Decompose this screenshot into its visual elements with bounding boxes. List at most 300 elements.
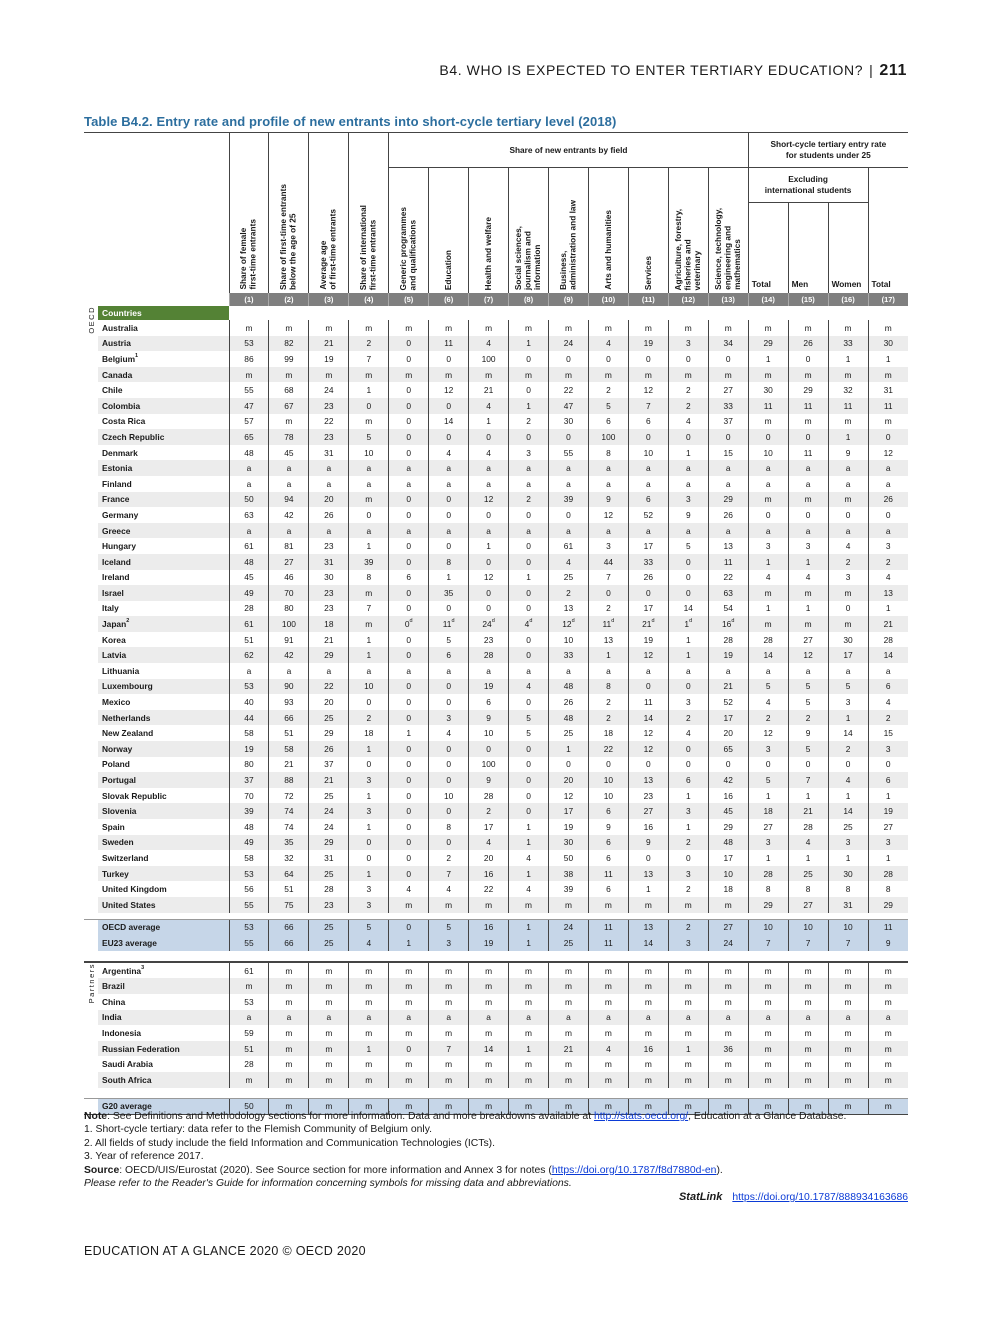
table-cell: 2 xyxy=(748,710,788,726)
table-cell: 1 xyxy=(389,935,429,951)
table-cell: 0 xyxy=(509,694,549,710)
table-cell: 10 xyxy=(748,445,788,461)
country-name: Argentina$^3$ xyxy=(98,962,229,979)
table-cell: 82 xyxy=(269,336,309,352)
table-cell: 13 xyxy=(708,538,748,554)
table-cell: m xyxy=(828,1098,868,1115)
table-cell: 1 xyxy=(668,647,708,663)
table-cell: 23 xyxy=(309,585,349,601)
table-cell: 6 xyxy=(588,881,628,897)
table-cell: m xyxy=(309,367,349,383)
table-cell: 0 xyxy=(868,507,908,523)
table-cell: 21 xyxy=(708,679,748,695)
table-row xyxy=(84,725,908,741)
table-cell: 50 xyxy=(549,850,589,866)
table-cell: 3 xyxy=(868,835,908,851)
table-cell: 28 xyxy=(748,632,788,648)
table-row xyxy=(84,788,908,804)
section-spacer xyxy=(588,306,628,320)
table-cell: 4 xyxy=(509,850,549,866)
column-header xyxy=(389,168,429,294)
section-spacer xyxy=(788,306,828,320)
table-cell: m xyxy=(628,962,668,979)
table-cell: m xyxy=(868,320,908,336)
table-cell: 19 xyxy=(708,647,748,663)
table-cell: m xyxy=(748,962,788,979)
table-row xyxy=(84,554,908,570)
table-cell: 0 xyxy=(389,429,429,445)
table-cell: a xyxy=(229,460,269,476)
table-cell: 0 xyxy=(509,601,549,617)
country-name: Slovak Republic xyxy=(102,790,167,801)
table-cell: a xyxy=(309,460,349,476)
table-row xyxy=(84,351,908,367)
table-cell: m xyxy=(708,367,748,383)
table-cell: 20 xyxy=(469,850,509,866)
table-cell: m xyxy=(509,367,549,383)
table-cell: 5 xyxy=(788,694,828,710)
table-cell: 31 xyxy=(309,554,349,570)
table-cell: 1 xyxy=(868,601,908,617)
table-cell: m xyxy=(549,367,589,383)
table-row xyxy=(84,994,908,1010)
table-cell: m xyxy=(828,1041,868,1057)
table-cell: a xyxy=(788,476,828,492)
table-cell: 0 xyxy=(628,850,668,866)
table-row xyxy=(84,819,908,835)
table-row xyxy=(84,445,908,461)
table-cell: 28 xyxy=(748,866,788,882)
column-header-label: Share of first-time entrants below the age of 25 xyxy=(278,183,298,290)
table-cell: m xyxy=(668,1098,708,1115)
table-cell: 0 xyxy=(389,694,429,710)
table-cell: a xyxy=(668,460,708,476)
table-cell: 37 xyxy=(708,414,748,430)
table-cell: 64 xyxy=(269,866,309,882)
table-cell: 33 xyxy=(628,554,668,570)
table-cell: 12$^d$ xyxy=(549,616,589,632)
table-cell: m xyxy=(868,1056,908,1072)
table-cell: 0 xyxy=(668,741,708,757)
table-cell: m xyxy=(748,320,788,336)
column-number: (15) xyxy=(788,293,828,306)
table-cell: 26 xyxy=(549,694,589,710)
section-spacer xyxy=(708,306,748,320)
table-cell: 14 xyxy=(868,647,908,663)
table-cell: 11 xyxy=(868,398,908,414)
table-cell: 58 xyxy=(269,741,309,757)
table-cell: 0 xyxy=(509,554,549,570)
column-header-label: Social sciences, journalism and information xyxy=(513,225,543,290)
table-cell: m xyxy=(628,1056,668,1072)
table-row xyxy=(84,1025,908,1041)
table-cell: m xyxy=(269,367,309,383)
table-cell: 11$^d$ xyxy=(429,616,469,632)
table-cell: 29 xyxy=(788,382,828,398)
table-cell: 91 xyxy=(269,632,309,648)
column-header-label: Agriculture, forestry, fisheries and veterinary xyxy=(673,208,703,290)
table-cell: a xyxy=(748,476,788,492)
country-name: Italy xyxy=(102,603,119,614)
table-cell: a xyxy=(828,523,868,539)
column-number: (14) xyxy=(748,293,788,306)
table-cell: 50 xyxy=(229,1098,269,1115)
table-cell: 16$^d$ xyxy=(708,616,748,632)
table-cell: a xyxy=(788,460,828,476)
table-cell: 5 xyxy=(748,679,788,695)
table-cell: 31 xyxy=(828,897,868,913)
table-cell: a xyxy=(828,1010,868,1026)
table-cell: m xyxy=(668,320,708,336)
table-cell: 23 xyxy=(309,538,349,554)
section-spacer xyxy=(429,306,469,320)
table-cell: a xyxy=(309,476,349,492)
table-cell: 3 xyxy=(748,741,788,757)
table-cell: 30 xyxy=(868,336,908,352)
source-text-a: : OECD/UIS/Eurostat (2020). See Source section for more information and Annex 3 for notes ( xyxy=(119,1164,552,1176)
table-cell: 0 xyxy=(509,382,549,398)
table-row xyxy=(84,962,908,979)
table-cell: 1 xyxy=(509,866,549,882)
table-cell: 99 xyxy=(269,351,309,367)
table-cell: 23 xyxy=(628,788,668,804)
table-cell: m xyxy=(349,1025,389,1041)
table-cell: 17 xyxy=(469,819,509,835)
table-cell: 11 xyxy=(708,554,748,570)
table-cell: 0 xyxy=(389,679,429,695)
table-cell: m xyxy=(588,994,628,1010)
note-text-b: , Education at a Glance Database. xyxy=(688,1111,847,1122)
table-cell: 16 xyxy=(628,819,668,835)
table-cell: 66 xyxy=(269,710,309,726)
table-cell: m xyxy=(349,1072,389,1088)
table-cell: 1 xyxy=(349,538,389,554)
table-row xyxy=(84,398,908,414)
table-cell: 24 xyxy=(309,803,349,819)
table-cell: a xyxy=(828,663,868,679)
table-cell: m xyxy=(509,978,549,994)
table-cell: m xyxy=(708,1098,748,1115)
table-cell: 1 xyxy=(868,788,908,804)
table-cell: 0 xyxy=(429,757,469,773)
table-cell: 2 xyxy=(588,694,628,710)
table-cell: a xyxy=(469,460,509,476)
table-cell: 2 xyxy=(828,741,868,757)
country-name: Turkey xyxy=(98,866,229,882)
table-cell: 86 xyxy=(229,351,269,367)
country-name: EU23 average xyxy=(98,935,229,951)
table-cell: 4 xyxy=(469,398,509,414)
table-cell: 1 xyxy=(828,429,868,445)
table-cell: 24 xyxy=(708,935,748,951)
table-cell: m xyxy=(668,994,708,1010)
table-cell: 6 xyxy=(588,803,628,819)
table-cell: 5 xyxy=(429,919,469,935)
table-cell: a xyxy=(429,663,469,679)
section-spacer xyxy=(868,306,908,320)
table-cell: 49 xyxy=(229,585,269,601)
table-cell: 3 xyxy=(828,835,868,851)
table-cell: 10 xyxy=(788,919,828,935)
statlink-url[interactable]: https://doi.org/10.1787/888934163686 xyxy=(732,1192,908,1203)
table-cell: a xyxy=(509,460,549,476)
footnote-marker: d xyxy=(529,618,533,625)
table-cell: m xyxy=(868,1072,908,1088)
table-cell: 22 xyxy=(588,741,628,757)
table-cell: m xyxy=(628,1072,668,1088)
table-cell: 29 xyxy=(708,819,748,835)
table-cell: m xyxy=(588,962,628,979)
table-cell: m xyxy=(229,320,269,336)
partners-side-text: Partners xyxy=(86,962,96,1004)
table-cell: 0 xyxy=(509,772,549,788)
table-cell: 0 xyxy=(389,398,429,414)
table-cell: 4 xyxy=(429,725,469,741)
table-cell: 21 xyxy=(309,632,349,648)
table-cell: 0 xyxy=(588,585,628,601)
section-spacer xyxy=(269,306,309,320)
table-cell: m xyxy=(269,414,309,430)
table-cell: 0 xyxy=(389,919,429,935)
table-cell: 0 xyxy=(469,554,509,570)
column-header xyxy=(628,168,668,294)
table-cell: 1 xyxy=(868,351,908,367)
table-cell: 31 xyxy=(309,445,349,461)
table-cell: 14 xyxy=(469,1041,509,1057)
table-cell: m xyxy=(588,1098,628,1115)
table-cell: m xyxy=(549,962,589,979)
table-cell: m xyxy=(748,1056,788,1072)
table-cell: 5 xyxy=(668,538,708,554)
table-row xyxy=(84,585,908,601)
table-cell: 0 xyxy=(509,538,549,554)
table-cell: 0 xyxy=(389,507,429,523)
table-cell: a xyxy=(309,663,349,679)
source-doi-link[interactable]: https://doi.org/10.1787/f8d7880d-en xyxy=(551,1164,717,1176)
table-cell: m xyxy=(309,994,349,1010)
table-cell: a xyxy=(509,663,549,679)
table-cell: 0 xyxy=(389,772,429,788)
table-cell: 37 xyxy=(309,757,349,773)
table-cell: 6 xyxy=(628,414,668,430)
country-name: Belgium$^1$ xyxy=(102,352,139,364)
table-cell: 0 xyxy=(389,757,429,773)
table-cell: 1 xyxy=(349,1041,389,1057)
table-cell: 23 xyxy=(309,897,349,913)
table-cell: m xyxy=(828,492,868,508)
table-row xyxy=(84,663,908,679)
table-cell: m xyxy=(389,1056,429,1072)
table-cell: 1 xyxy=(668,819,708,835)
table-cell: m xyxy=(509,897,549,913)
table-cell: 0 xyxy=(389,1041,429,1057)
table-cell: 1 xyxy=(668,445,708,461)
table-cell: m xyxy=(349,492,389,508)
table-cell: 7 xyxy=(429,866,469,882)
table-cell: a xyxy=(708,476,748,492)
table-cell: 5 xyxy=(509,710,549,726)
country-name: Norway xyxy=(98,741,229,757)
table-cell: 17 xyxy=(628,601,668,617)
table-cell: 6 xyxy=(668,772,708,788)
table-cell: 14 xyxy=(748,647,788,663)
table-cell: 3 xyxy=(668,492,708,508)
table-cell: m xyxy=(788,320,828,336)
table-cell: 4 xyxy=(748,570,788,586)
table-cell: 0$^d$ xyxy=(389,616,429,632)
table-cell: 58 xyxy=(229,850,269,866)
table-cell: 0 xyxy=(349,507,389,523)
table-cell: 56 xyxy=(229,881,269,897)
table-cell: 18 xyxy=(588,725,628,741)
statlink xyxy=(679,1191,908,1203)
table-cell: 0 xyxy=(389,866,429,882)
table-cell: m xyxy=(748,1041,788,1057)
table-cell: m xyxy=(828,414,868,430)
column-header-label: Education xyxy=(442,249,453,290)
country-name: New Zealand xyxy=(102,728,154,739)
table-cell: m xyxy=(748,1098,788,1115)
table-cell: 8 xyxy=(429,819,469,835)
note-text-a: : See Definitions and Methodology sections for more information. Data and more breakdowns available at xyxy=(107,1111,594,1122)
table-cell: m xyxy=(748,414,788,430)
table-cell: a xyxy=(788,523,828,539)
section-spacer xyxy=(549,306,589,320)
table-cell: m xyxy=(668,962,708,979)
table-cell: 0 xyxy=(628,585,668,601)
table-cell: m xyxy=(868,1041,908,1057)
table-cell: 0 xyxy=(429,803,469,819)
table-cell: 19 xyxy=(628,632,668,648)
table-cell: a xyxy=(269,460,309,476)
table-cell: 0 xyxy=(389,445,429,461)
table-cell: m xyxy=(549,897,589,913)
table-cell: 48 xyxy=(229,554,269,570)
country-name: China xyxy=(102,996,126,1007)
table-cell: m xyxy=(788,1056,828,1072)
table-cell: 1 xyxy=(349,741,389,757)
table-cell: a xyxy=(868,523,908,539)
table-cell: 12 xyxy=(628,647,668,663)
stats-link[interactable]: http://stats.oecd.org/ xyxy=(594,1111,689,1122)
table-cell: m xyxy=(788,994,828,1010)
footnote-marker: d xyxy=(731,618,735,625)
table-cell: 11$^d$ xyxy=(588,616,628,632)
section-spacer xyxy=(469,306,509,320)
table-cell: m xyxy=(828,962,868,979)
running-header xyxy=(84,62,907,80)
table-cell: 28 xyxy=(229,601,269,617)
table-cell: m xyxy=(868,414,908,430)
table-cell: 24$^d$ xyxy=(469,616,509,632)
section-spacer xyxy=(668,306,708,320)
table-cell: 63 xyxy=(708,585,748,601)
table-cell: a xyxy=(429,476,469,492)
table-cell: m xyxy=(668,978,708,994)
table-cell: 3 xyxy=(748,538,788,554)
table-cell: 8 xyxy=(429,554,469,570)
table-cell: 2 xyxy=(668,835,708,851)
table-cell: 2 xyxy=(469,803,509,819)
table-row xyxy=(84,601,908,617)
table-cell: 80 xyxy=(269,601,309,617)
table-cell: 28 xyxy=(868,632,908,648)
table-cell: 59 xyxy=(229,1025,269,1041)
table-cell: 0 xyxy=(389,850,429,866)
column-number: (5) xyxy=(389,293,429,306)
table-cell: 1 xyxy=(828,788,868,804)
country-name: Japan$^2$ xyxy=(98,616,229,632)
table-cell: 12 xyxy=(429,382,469,398)
table-cell: m xyxy=(588,978,628,994)
table-cell: m xyxy=(628,978,668,994)
table-cell: 88 xyxy=(269,772,309,788)
table-cell: 21 xyxy=(309,772,349,788)
table-cell: m xyxy=(269,1098,309,1115)
table-cell: 1 xyxy=(748,788,788,804)
country-name: Portugal xyxy=(98,772,229,788)
table-cell: 62 xyxy=(229,647,269,663)
table-cell: 39 xyxy=(549,492,589,508)
table-cell: 2 xyxy=(429,850,469,866)
table-cell: m xyxy=(588,367,628,383)
table-cell: 11 xyxy=(429,336,469,352)
table-cell: 23 xyxy=(309,429,349,445)
table-cell: 47 xyxy=(229,398,269,414)
table-cell: 6 xyxy=(389,570,429,586)
table-row xyxy=(84,694,908,710)
country-name: Hungary xyxy=(102,541,136,552)
table-cell: 1 xyxy=(509,819,549,835)
table-cell: 2 xyxy=(588,601,628,617)
table-cell: m xyxy=(788,1072,828,1088)
table-cell: a xyxy=(349,1010,389,1026)
table-cell: 0 xyxy=(429,601,469,617)
table-cell: 0 xyxy=(628,429,668,445)
table-row xyxy=(84,367,908,383)
table-cell: a xyxy=(229,523,269,539)
column-header-label: Business, administration and law xyxy=(557,200,578,290)
table-cell: 0 xyxy=(389,538,429,554)
footnote-3: 3. Year of reference 2017. xyxy=(84,1151,204,1163)
table-cell: 17 xyxy=(549,803,589,819)
footnote-marker: d xyxy=(409,618,413,625)
country-name: India xyxy=(98,1010,229,1026)
table-cell: 14 xyxy=(668,601,708,617)
table-cell: 31 xyxy=(309,850,349,866)
column-header xyxy=(309,133,349,294)
table-cell: 34 xyxy=(708,336,748,352)
table-cell: 26 xyxy=(628,570,668,586)
table-cell: 44 xyxy=(588,554,628,570)
table-cell: m xyxy=(429,1098,469,1115)
table-cell: 0 xyxy=(389,819,429,835)
table-cell: 11 xyxy=(628,694,668,710)
table-cell: 16 xyxy=(469,866,509,882)
table-row xyxy=(84,978,908,994)
table-cell: 1 xyxy=(509,1041,549,1057)
table-cell: 14 xyxy=(628,710,668,726)
table-cell: 53 xyxy=(229,336,269,352)
table-cell: 8 xyxy=(748,881,788,897)
table-cell: 65 xyxy=(708,741,748,757)
table-cell: 0 xyxy=(748,429,788,445)
column-header xyxy=(229,133,269,294)
table-cell: 7 xyxy=(349,601,389,617)
column-number: (7) xyxy=(469,293,509,306)
table-cell: 4 xyxy=(588,336,628,352)
table-cell: 1$^d$ xyxy=(668,616,708,632)
